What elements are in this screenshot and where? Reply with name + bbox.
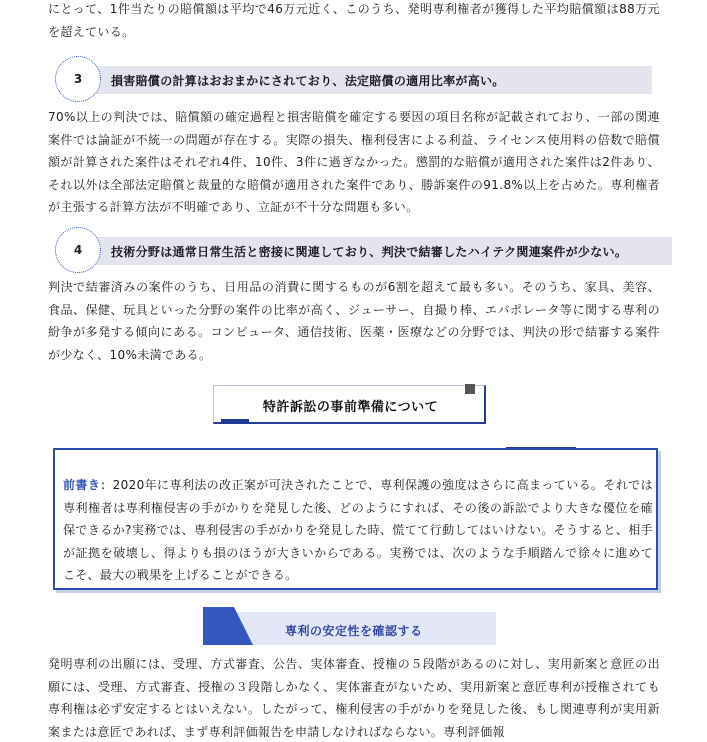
preface-body [63, 474, 653, 587]
boxed-heading [213, 385, 486, 424]
subheading-title: 専利の安定性を確認する [285, 624, 423, 638]
paragraph-intro: にとって、1件当たりの賠償額は平均で46万元近く、このうち、発明専利権者が獲得した平均賠償額は88万元を超えている。 [48, 2, 660, 39]
section-number-badge: 4 [55, 227, 101, 273]
section-heading-title: 技術分野は通常日常生活と密接に関連しており、判決で結審したハイテク関連案件が少ない。 [111, 245, 628, 259]
preface-box [53, 448, 658, 590]
boxed-heading-text: 特許訴訟の事前準備について [262, 400, 439, 415]
paragraph-damages: 70%以上の判決では、賠償額の確定過程と損害賠償を確定する要因の項目名称が記載されており、一部の関連案件では論証が不統一の問題が存在する。実際の損失、権利侵害による利益、ライセンス使用料の倍数で賠償額が計算された案件はそれぞれ4件、10件、3件に過ぎなかった。懲罰的な賠償が適用された案件は2件あり、それ以外は全部法定賠償と裁量的な賠償が適用された案件であり、勝訴案件の91.8%以上を占めた。専利権者が主張する計算方法が不明確であり、立証が不十分な問題も多い。 [48, 110, 660, 215]
section-heading-title: 損害賠償の計算はおおまかにされており、法定賠償の適用比率が高い。 [111, 74, 505, 88]
paragraph-tech: 判決で結審済みの案件のうち、日用品の消費に関するものが6割を超えて最も多い。そのうち、家具、美容、食品、保健、玩具といった分野の案件の比率が高く、ジューサー、自撮り棒、エバポレータ等に関する専利の紛争が多発する傾向にある。コンピュータ、通信技術、医薬・医療などの分野では、判決の形で結審する案件が少なく、10%未満である。 [48, 280, 660, 362]
preface-label: 前書き： [63, 478, 113, 492]
paragraph-stability: 発明専利の出願には、受理、方式審査、公告、実体審査、授権の５段階があるのに対し、実用新案と意匠の出願には、受理、方式審査、授権の３段階しかなく、実体審査がないため、実用新案と意匠専利が授権されても専利権は必ず安定するとはいえない。したがって、権利侵害の手がかりを発見した後、もし関連専利が実用新案または意匠であれば、まず専利評価報告を申請しなければならない。専利評価報 [48, 657, 660, 739]
section-number-badge: 3 [55, 56, 101, 102]
underline-accent-decoration [221, 419, 249, 424]
preface-text: 2020年に専利法の改正案が可決されたことで、専利保護の強度はさらに高まっている。それでは専利権者は専利権侵害の手がかりを発見した後、どのようにすれば、その後の訴訟でより大きな優位を確保できるか?実務では、専利侵害の手がかりを発見した時、慌てて行動してはいけない。そうすると、相手が証拠を破壊し、得よりも損のほうが大きいからである。実務では、次のような手順踏んで徐々に進めてこそ、最大の戦果を上げることができる。 [63, 478, 653, 583]
corner-square-decoration [465, 384, 475, 394]
